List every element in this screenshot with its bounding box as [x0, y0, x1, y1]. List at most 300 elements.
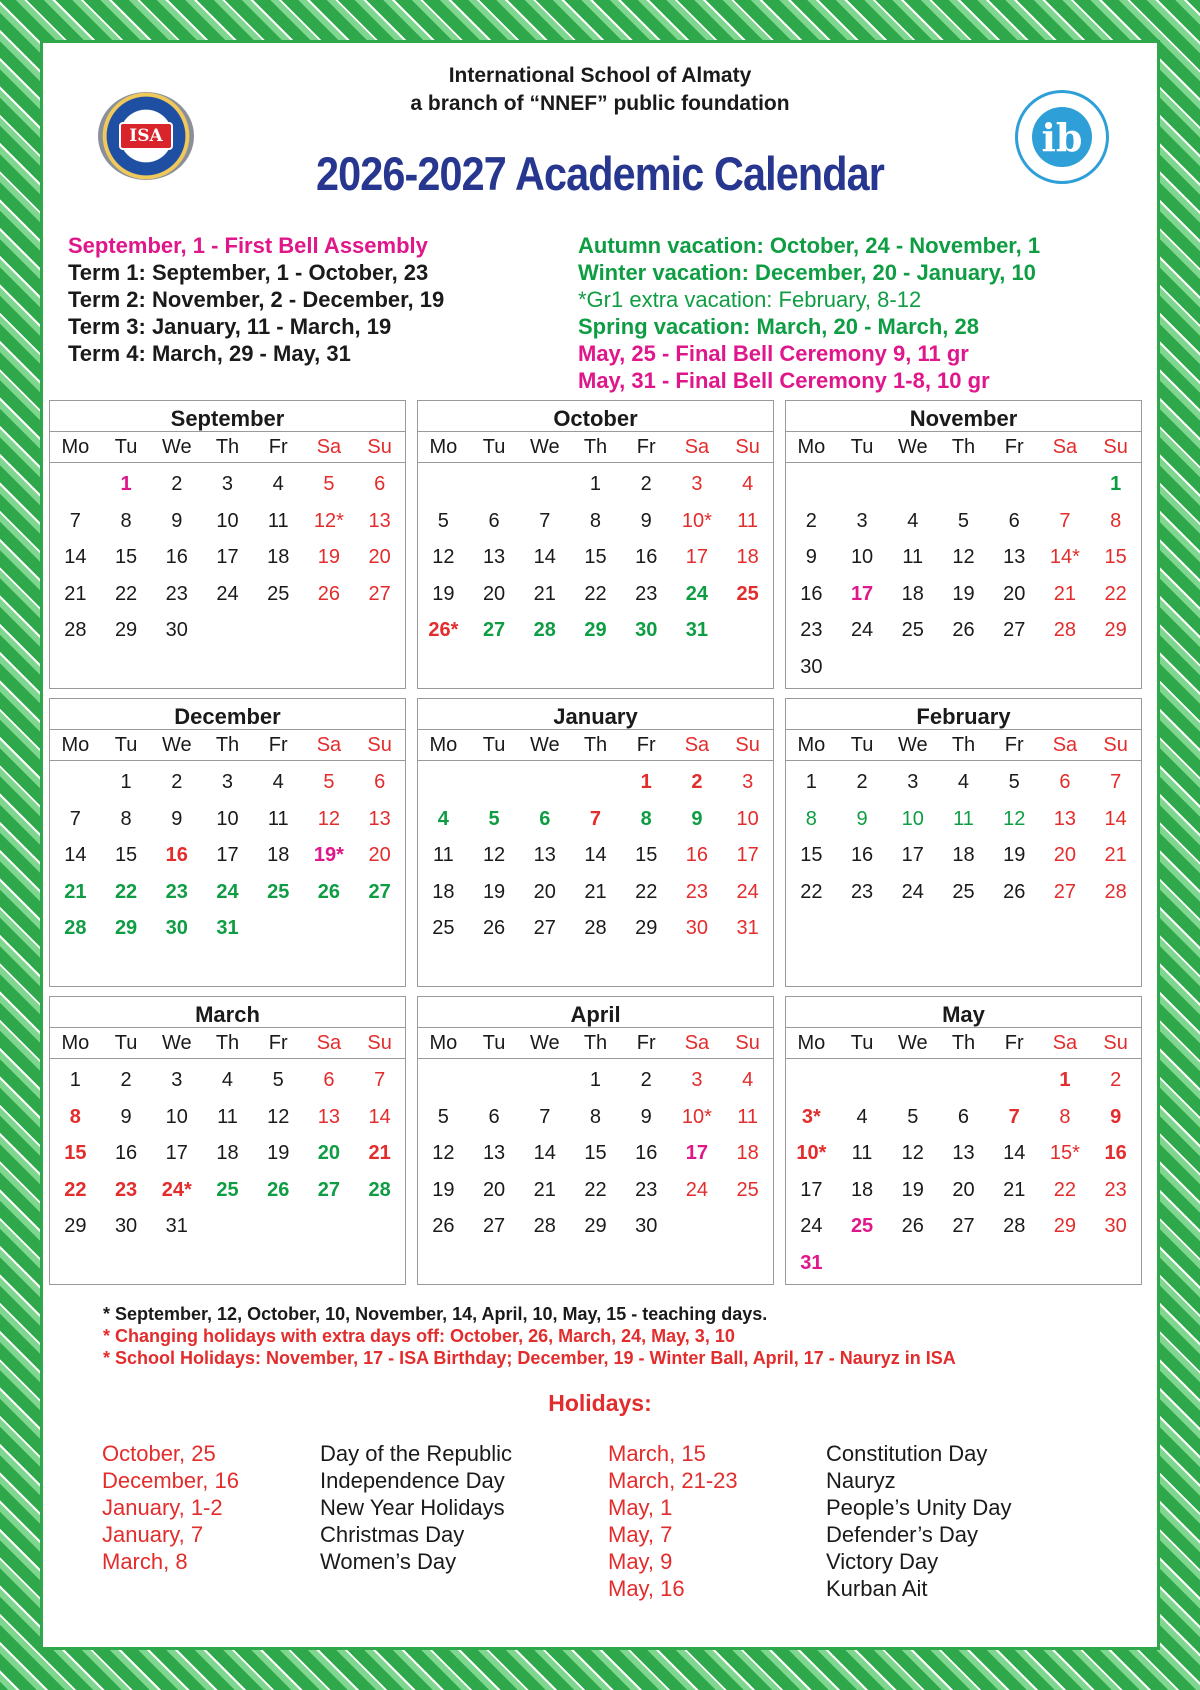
day-cell: 12: [1003, 807, 1026, 830]
weekday-label: Th: [583, 436, 608, 458]
weekday-label: Th: [215, 1032, 240, 1054]
day-cell: 11: [953, 807, 974, 830]
day-cell: 6: [323, 1069, 335, 1091]
weekday-header: [786, 431, 1141, 463]
day-cell: 9: [1110, 1105, 1122, 1128]
day-cell: 8: [589, 509, 602, 532]
empty-cell: [418, 466, 469, 503]
footnotes: [103, 1303, 956, 1369]
day-cell: 17: [901, 844, 924, 866]
day-cell: 20: [317, 1142, 341, 1164]
weekday-header: [50, 1027, 405, 1059]
day-cell: 25: [432, 917, 455, 939]
day-cell: 12: [267, 1105, 290, 1128]
day-cell: 7: [69, 509, 81, 532]
holiday-date: March, 21-23: [608, 1468, 738, 1493]
weekday-label: We: [897, 734, 928, 756]
holiday-name: Kurban Ait: [826, 1576, 928, 1601]
info-line: September, 1 - First Bell Assembly: [68, 233, 428, 258]
info-line: Spring vacation: March, 20 - March, 28: [578, 314, 980, 339]
day-cell: 28: [533, 619, 556, 641]
day-cell: 17: [216, 546, 239, 568]
empty-cell: [1040, 466, 1091, 503]
day-cell: 10*: [681, 1105, 712, 1128]
day-cell: 3: [171, 1069, 183, 1091]
day-cell: 16: [635, 1142, 658, 1164]
day-cell: 7: [1008, 1105, 1020, 1128]
day-cell: 5: [323, 473, 335, 495]
empty-cell: [989, 1062, 1040, 1099]
day-cell: 16: [165, 844, 188, 866]
day-cell: 11: [851, 1142, 873, 1164]
day-cell: 12*: [313, 509, 344, 532]
day-cell: 29: [584, 1215, 607, 1237]
day-cell: 22: [635, 880, 658, 903]
weekday-label: Th: [951, 436, 976, 458]
days-grid: [418, 761, 773, 947]
days-grid: [786, 1059, 1141, 1281]
weekday-label: Fr: [268, 734, 288, 756]
day-cell: 19: [432, 582, 455, 605]
day-cell: 6: [1008, 509, 1020, 532]
day-cell: 9: [120, 1105, 132, 1128]
holiday-date: March, 15: [608, 1441, 706, 1466]
day-cell: 24*: [161, 1178, 192, 1201]
day-cell: 19: [482, 880, 506, 903]
holidays-names-right: [826, 1440, 1011, 1602]
day-cell: 13: [482, 546, 506, 568]
day-cell: 1: [69, 1069, 81, 1091]
day-cell: 3: [907, 771, 919, 793]
day-cell: 24: [850, 619, 874, 641]
day-cell: 8: [120, 509, 132, 532]
day-cell: 14: [64, 844, 87, 866]
page-title: 2026-2027 Academic Calendar: [316, 147, 884, 200]
day-cell: 24: [216, 582, 239, 605]
day-cell: 16: [800, 582, 823, 605]
school-branch: a branch of “NNEF” public foundation: [410, 92, 790, 115]
holiday-date: May, 7: [608, 1522, 673, 1547]
month-name: May: [942, 1002, 985, 1027]
month-name: November: [909, 406, 1018, 431]
day-cell: 12: [317, 807, 341, 830]
weekday-label: Tu: [850, 734, 874, 756]
empty-cell: [418, 764, 469, 801]
holiday-date: May, 9: [608, 1549, 673, 1574]
day-cell: 5: [957, 509, 970, 532]
day-cell: 8: [805, 807, 817, 830]
day-cell: 21: [533, 582, 556, 605]
day-cell: 7: [539, 509, 551, 532]
terms-list: [68, 232, 444, 367]
month-april: [417, 996, 774, 1285]
day-cell: 2: [856, 771, 868, 793]
day-cell: 30: [635, 619, 658, 641]
day-cell: 11: [902, 546, 924, 568]
day-cell: 16: [850, 844, 874, 866]
day-cell: 5: [437, 509, 449, 532]
day-cell: 3: [221, 473, 234, 495]
weekday-header: [418, 431, 773, 463]
day-cell: 10: [216, 509, 239, 532]
month-november: [785, 400, 1142, 689]
day-cell: 9: [171, 509, 183, 532]
day-cell: 10: [736, 807, 759, 830]
day-cell: 11: [267, 807, 289, 830]
empty-cell: [786, 466, 837, 503]
weekday-label: Fr: [1004, 734, 1024, 756]
day-cell: 7: [1110, 771, 1122, 793]
day-cell: 10*: [796, 1142, 827, 1164]
day-cell: 23: [114, 1178, 138, 1201]
weekday-label: Sa: [684, 436, 710, 458]
empty-cell: [519, 466, 570, 503]
weekday-label: Sa: [1052, 1032, 1078, 1054]
days-grid: [418, 1059, 773, 1245]
day-cell: 18: [901, 582, 924, 605]
empty-cell: [887, 466, 938, 503]
month-name: December: [174, 704, 281, 729]
holiday-name: Constitution Day: [826, 1441, 988, 1466]
info-line: Term 1: September, 1 - October, 23: [68, 260, 429, 285]
day-cell: 3*: [801, 1105, 821, 1128]
day-cell: 4: [742, 1069, 754, 1091]
weekday-label: Th: [951, 1032, 976, 1054]
day-cell: 5: [907, 1105, 919, 1128]
holiday-date: January, 1-2: [102, 1495, 223, 1520]
day-cell: 19: [432, 1178, 455, 1201]
day-cell: 19: [317, 546, 341, 568]
day-cell: 12: [432, 546, 455, 568]
day-cell: 21: [1003, 1178, 1026, 1201]
empty-cell: [938, 1062, 989, 1099]
days-grid: [786, 463, 1141, 685]
day-cell: 23: [165, 582, 188, 605]
day-cell: 22: [800, 880, 823, 903]
day-cell: 12: [901, 1142, 924, 1164]
weekday-label: We: [161, 1032, 192, 1054]
day-cell: 26: [482, 917, 506, 939]
day-cell: 20: [1053, 844, 1077, 866]
empty-cell: [418, 1062, 469, 1099]
day-cell: 4: [221, 1069, 234, 1091]
day-cell: 14: [533, 546, 556, 568]
weekday-label: Fr: [268, 1032, 288, 1054]
weekday-label: Sa: [316, 436, 342, 458]
day-cell: 15*: [1049, 1142, 1080, 1164]
info-line: May, 31 - Final Bell Ceremony 1-8, 10 gr: [578, 368, 990, 393]
info-line: May, 25 - Final Bell Ceremony 9, 11 gr: [578, 341, 969, 366]
holiday-name: People’s Unity Day: [826, 1495, 1012, 1520]
month-name: February: [916, 704, 1011, 729]
day-cell: 28: [64, 619, 87, 641]
day-cell: 8: [640, 807, 652, 830]
holiday-name: New Year Holidays: [320, 1495, 505, 1520]
day-cell: 10*: [681, 509, 712, 532]
day-cell: 23: [800, 619, 823, 641]
day-cell: 6: [539, 807, 551, 830]
weekday-label: Su: [735, 734, 760, 756]
weekday-label: Fr: [1004, 1032, 1024, 1054]
day-cell: 9: [171, 807, 183, 830]
day-cell: 29: [635, 917, 658, 939]
day-cell: 21: [533, 1178, 556, 1201]
day-cell: 29: [114, 917, 138, 939]
day-cell: 18: [736, 546, 759, 568]
day-cell: 20: [368, 844, 391, 866]
holiday-date: May, 16: [608, 1576, 685, 1601]
day-cell: 4: [272, 473, 284, 495]
day-cell: 11: [737, 509, 759, 532]
weekday-label: Th: [583, 1032, 608, 1054]
weekday-label: Mo: [61, 734, 90, 756]
ib-logo-text: ib: [1032, 107, 1092, 167]
day-cell: 27: [1003, 619, 1026, 641]
day-cell: 3: [856, 509, 868, 532]
holiday-name: Defender’s Day: [826, 1522, 979, 1547]
day-cell: 16: [635, 546, 658, 568]
day-cell: 13: [1003, 546, 1026, 568]
day-cell: 22: [584, 582, 607, 605]
day-cell: 2: [691, 771, 703, 793]
day-cell: 30: [685, 917, 709, 939]
holidays-names-left: [320, 1440, 512, 1575]
weekday-label: Fr: [636, 1032, 656, 1054]
day-cell: 11: [432, 844, 454, 866]
day-cell: 18: [216, 1142, 239, 1164]
day-cell: 20: [1003, 582, 1026, 605]
weekday-label: We: [161, 436, 192, 458]
day-cell: 28: [584, 917, 607, 939]
weekday-label: Mo: [797, 436, 826, 458]
month-september: [49, 400, 406, 689]
holiday-date: December, 16: [102, 1468, 239, 1493]
month-name: September: [170, 406, 285, 431]
day-cell: 11: [267, 509, 289, 532]
day-cell: 8: [69, 1105, 81, 1128]
day-cell: 16: [165, 546, 188, 568]
weekday-label: Mo: [797, 1032, 826, 1054]
holiday-name: Day of the Republic: [320, 1441, 512, 1466]
day-cell: 17: [800, 1178, 823, 1201]
info-line: Term 3: January, 11 - March, 19: [68, 314, 392, 339]
day-cell: 23: [685, 880, 709, 903]
day-cell: 13: [368, 509, 391, 532]
holidays-dates-left: [102, 1440, 239, 1575]
day-cell: 6: [488, 1105, 500, 1128]
day-cell: 14: [533, 1142, 556, 1164]
day-cell: 23: [635, 1178, 658, 1201]
day-cell: 27: [368, 880, 391, 903]
day-cell: 9: [805, 546, 817, 568]
day-cell: 12: [952, 546, 975, 568]
day-cell: 6: [1059, 771, 1071, 793]
info-line: Winter vacation: December, 20 - January, 10: [578, 260, 1036, 285]
weekday-label: Mo: [797, 734, 826, 756]
holiday-date: October, 25: [102, 1441, 216, 1466]
weekday-label: Mo: [429, 734, 458, 756]
empty-cell: [887, 1062, 938, 1099]
day-cell: 31: [800, 1251, 823, 1274]
weekday-label: Tu: [482, 734, 506, 756]
weekday-header: [786, 729, 1141, 761]
day-cell: 27: [368, 582, 391, 605]
day-cell: 15: [1104, 546, 1127, 568]
empty-cell: [50, 466, 101, 503]
day-cell: 18: [267, 546, 290, 568]
day-cell: 24: [800, 1215, 823, 1237]
weekday-label: Th: [951, 734, 976, 756]
day-cell: 5: [1008, 771, 1020, 793]
weekday-label: Sa: [684, 734, 710, 756]
day-cell: 15: [114, 546, 138, 568]
day-cell: 13: [317, 1105, 341, 1128]
weekday-label: Sa: [1052, 436, 1078, 458]
day-cell: 19: [952, 582, 975, 605]
day-cell: 21: [64, 880, 87, 903]
day-cell: 30: [635, 1215, 658, 1237]
empty-cell: [570, 764, 621, 801]
month-grid: [49, 400, 1142, 1285]
day-cell: 16: [685, 844, 709, 866]
day-cell: 24: [901, 880, 924, 903]
day-cell: 8: [1059, 1105, 1071, 1128]
day-cell: 17: [165, 1142, 188, 1164]
holiday-name: Victory Day: [826, 1549, 939, 1574]
month-december: [49, 698, 406, 987]
month-february: [785, 698, 1142, 987]
day-cell: 18: [952, 844, 975, 866]
weekday-label: Sa: [316, 1032, 342, 1054]
day-cell: 1: [640, 771, 652, 793]
day-cell: 10: [165, 1105, 188, 1128]
day-cell: 10: [850, 546, 874, 568]
day-cell: 23: [165, 880, 188, 903]
day-cell: 14: [1003, 1142, 1026, 1164]
day-cell: 26: [952, 619, 975, 641]
day-cell: 29: [1053, 1215, 1077, 1237]
holiday-date: January, 7: [102, 1522, 204, 1547]
empty-cell: [938, 466, 989, 503]
day-cell: 26: [317, 582, 341, 605]
day-cell: 27: [952, 1215, 975, 1237]
weekday-label: Tu: [114, 436, 138, 458]
empty-cell: [989, 466, 1040, 503]
day-cell: 22: [1053, 1178, 1077, 1201]
day-cell: 27: [317, 1178, 341, 1201]
day-cell: 2: [640, 1069, 652, 1091]
empty-cell: [469, 764, 520, 801]
day-cell: 29: [1104, 619, 1127, 641]
empty-cell: [50, 764, 101, 801]
month-name: March: [195, 1002, 260, 1027]
holidays-dates-right: [608, 1440, 738, 1602]
weekday-label: Mo: [429, 1032, 458, 1054]
empty-cell: [469, 466, 520, 503]
footnote: * September, 12, October, 10, November, 14, April, 10, May, 15 - teaching days.: [103, 1304, 768, 1324]
school-name: International School of Almaty: [448, 64, 752, 87]
day-cell: 5: [437, 1105, 449, 1128]
isa-logo-text: ISA: [119, 122, 172, 150]
day-cell: 22: [584, 1178, 607, 1201]
day-cell: 22: [114, 582, 138, 605]
day-cell: 30: [1104, 1215, 1127, 1237]
weekday-label: Tu: [850, 1032, 874, 1054]
weekday-label: Th: [583, 734, 608, 756]
day-cell: 1: [589, 473, 602, 495]
day-cell: 18: [267, 844, 290, 866]
day-cell: 7: [1059, 509, 1071, 532]
day-cell: 19: [901, 1178, 924, 1201]
day-cell: 15: [64, 1142, 87, 1164]
day-cell: 13: [482, 1142, 506, 1164]
day-cell: 26: [901, 1215, 924, 1237]
day-cell: 1: [805, 771, 817, 793]
empty-cell: [519, 764, 570, 801]
day-cell: 20: [482, 582, 506, 605]
day-cell: 20: [482, 1178, 506, 1201]
day-cell: 23: [635, 582, 658, 605]
day-cell: 27: [482, 1215, 506, 1237]
day-cell: 15: [584, 1142, 607, 1164]
day-cell: 20: [533, 880, 556, 903]
day-cell: 8: [1110, 509, 1122, 532]
info-line: Term 4: March, 29 - May, 31: [68, 341, 351, 366]
day-cell: 8: [589, 1105, 602, 1128]
day-cell: 31: [685, 619, 709, 641]
day-cell: 31: [216, 917, 239, 939]
holiday-date: March, 8: [102, 1549, 188, 1574]
info-line: Autumn vacation: October, 24 - November, 1: [578, 233, 1041, 258]
day-cell: 14: [1104, 807, 1127, 830]
weekday-label: We: [161, 734, 192, 756]
day-cell: 30: [114, 1215, 138, 1237]
day-cell: 24: [736, 880, 759, 903]
weekday-header: [418, 729, 773, 761]
day-cell: 28: [64, 917, 87, 939]
day-cell: 22: [114, 880, 138, 903]
holiday-name: Independence Day: [320, 1468, 505, 1493]
day-cell: 28: [1003, 1215, 1026, 1237]
day-cell: 12: [482, 844, 506, 866]
days-grid: [50, 761, 405, 947]
weekday-label: Fr: [1004, 436, 1024, 458]
day-cell: 23: [850, 880, 874, 903]
day-cell: 25: [850, 1215, 874, 1237]
weekday-label: Tu: [114, 734, 138, 756]
day-cell: 12: [432, 1142, 455, 1164]
day-cell: 7: [69, 807, 81, 830]
days-grid: [418, 463, 773, 649]
weekday-label: Su: [1103, 734, 1128, 756]
days-grid: [50, 1059, 405, 1245]
day-cell: 16: [1104, 1142, 1127, 1164]
day-cell: 9: [640, 1105, 652, 1128]
day-cell: 17: [685, 546, 709, 568]
day-cell: 4: [437, 807, 449, 830]
day-cell: 1: [1110, 473, 1122, 495]
month-october: [417, 400, 774, 689]
day-cell: 9: [856, 807, 868, 830]
empty-cell: [837, 1062, 888, 1099]
day-cell: 25: [736, 582, 759, 605]
weekday-label: Fr: [636, 734, 656, 756]
empty-cell: [837, 466, 888, 503]
day-cell: 2: [805, 509, 817, 532]
day-cell: 21: [1053, 582, 1077, 605]
day-cell: 2: [640, 473, 652, 495]
day-cell: 19: [1003, 844, 1026, 866]
